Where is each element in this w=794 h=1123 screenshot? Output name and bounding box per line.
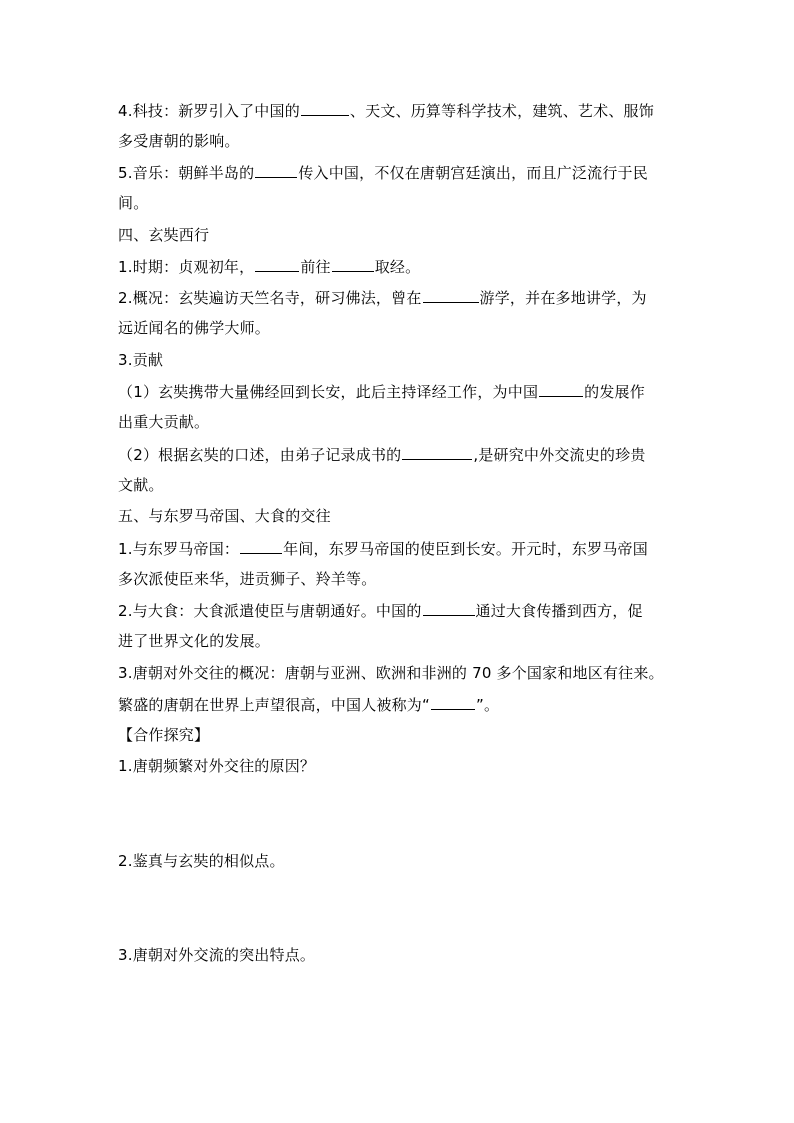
text-line xyxy=(118,630,678,652)
text-segment: 3.唐朝对外交往的概况：唐朝与亚洲、欧洲和非洲的 70 多个国家和地区有往来。 xyxy=(118,664,664,682)
text-segment: 2.鉴真与玄奘的相似点。 xyxy=(118,852,285,870)
text-segment: 四、玄奘西行 xyxy=(118,226,210,244)
text-line xyxy=(118,474,678,496)
text-segment: 间。 xyxy=(118,194,149,212)
text-segment: 进了世界文化的发展。 xyxy=(118,632,271,650)
text-line xyxy=(118,411,678,433)
question xyxy=(118,850,678,872)
text-line xyxy=(118,130,678,152)
text-line xyxy=(118,537,678,560)
text-segment: 3.唐朝对外交流的突出特点。 xyxy=(118,946,316,964)
text-segment: 取经。 xyxy=(374,258,421,276)
text-segment: 1.时期：贞观初年， xyxy=(118,258,255,276)
fill-in-blank[interactable] xyxy=(402,443,472,460)
fill-in-blank[interactable] xyxy=(240,537,282,554)
text-segment: （1）玄奘携带大量佛经回到长安，此后主持译经工作，为中国 xyxy=(118,383,539,401)
fill-in-blank[interactable] xyxy=(423,286,479,303)
fill-in-blank[interactable] xyxy=(255,255,299,272)
text-segment: 2.概况：玄奘遍访天竺名寺，研习佛法，曾在 xyxy=(118,289,422,307)
text-line xyxy=(118,317,678,339)
text-line xyxy=(118,380,678,403)
text-segment: （2）根据玄奘的口述，由弟子记录成书的 xyxy=(118,446,402,464)
text-line xyxy=(118,255,678,278)
section-heading xyxy=(118,724,678,746)
text-segment: 游学，并在多地讲学，为 xyxy=(479,289,647,307)
text-segment: 五、与东罗马帝国、大食的交往 xyxy=(118,507,331,525)
question xyxy=(118,755,678,777)
section-heading xyxy=(118,224,678,246)
text-line xyxy=(118,599,678,622)
fill-in-blank[interactable] xyxy=(332,255,374,272)
text-segment: 3.贡献 xyxy=(118,351,164,369)
fill-in-blank[interactable] xyxy=(255,161,297,178)
fill-in-blank[interactable] xyxy=(423,599,475,616)
text-line xyxy=(118,443,678,466)
text-line xyxy=(118,693,678,716)
text-segment: 4.科技：新罗引入了中国的 xyxy=(118,102,300,120)
text-segment: 通过大食传播到西方，促 xyxy=(475,602,643,620)
text-line xyxy=(118,349,678,371)
text-line xyxy=(118,161,678,184)
text-segment: 、天文、历算等科学技术，建筑、艺术、服饰 xyxy=(349,102,654,120)
text-segment: 前往 xyxy=(300,258,331,276)
text-segment: 【合作探究】 xyxy=(118,726,210,744)
text-line xyxy=(118,286,678,309)
text-line xyxy=(118,662,678,684)
fill-in-blank[interactable] xyxy=(301,99,349,116)
text-segment: 文献。 xyxy=(118,476,164,494)
question xyxy=(118,944,678,966)
text-segment: ,是研究中外交流史的珍贵 xyxy=(473,446,646,464)
text-segment: 的发展作 xyxy=(584,383,645,401)
text-segment: 远近闻名的佛学大师。 xyxy=(118,319,271,337)
text-segment: ”。 xyxy=(475,696,500,714)
fill-in-blank[interactable] xyxy=(539,380,583,397)
text-segment: 繁盛的唐朝在世界上声望很高，中国人被称为“ xyxy=(118,696,430,714)
text-line xyxy=(118,99,678,122)
section-heading xyxy=(118,505,678,527)
text-segment: 1.与东罗马帝国： xyxy=(118,540,240,558)
text-segment: 2.与大食：大食派遣使臣与唐朝通好。中国的 xyxy=(118,602,422,620)
text-segment: 出重大贡献。 xyxy=(118,413,210,431)
text-segment: 5.音乐：朝鲜半岛的 xyxy=(118,164,255,182)
text-segment: 年间，东罗马帝国的使臣到长安。开元时，东罗马帝国 xyxy=(283,540,648,558)
text-segment: 多次派使臣来华，进贡狮子、羚羊等。 xyxy=(118,570,377,588)
text-segment: 传入中国，不仅在唐朝宫廷演出，而且广泛流行于民 xyxy=(298,164,648,182)
text-segment: 多受唐朝的影响。 xyxy=(118,132,240,150)
text-line xyxy=(118,568,678,590)
fill-in-blank[interactable] xyxy=(431,693,475,710)
text-segment: 1.唐朝频繁对外交往的原因？ xyxy=(118,757,316,775)
text-line xyxy=(118,192,678,214)
